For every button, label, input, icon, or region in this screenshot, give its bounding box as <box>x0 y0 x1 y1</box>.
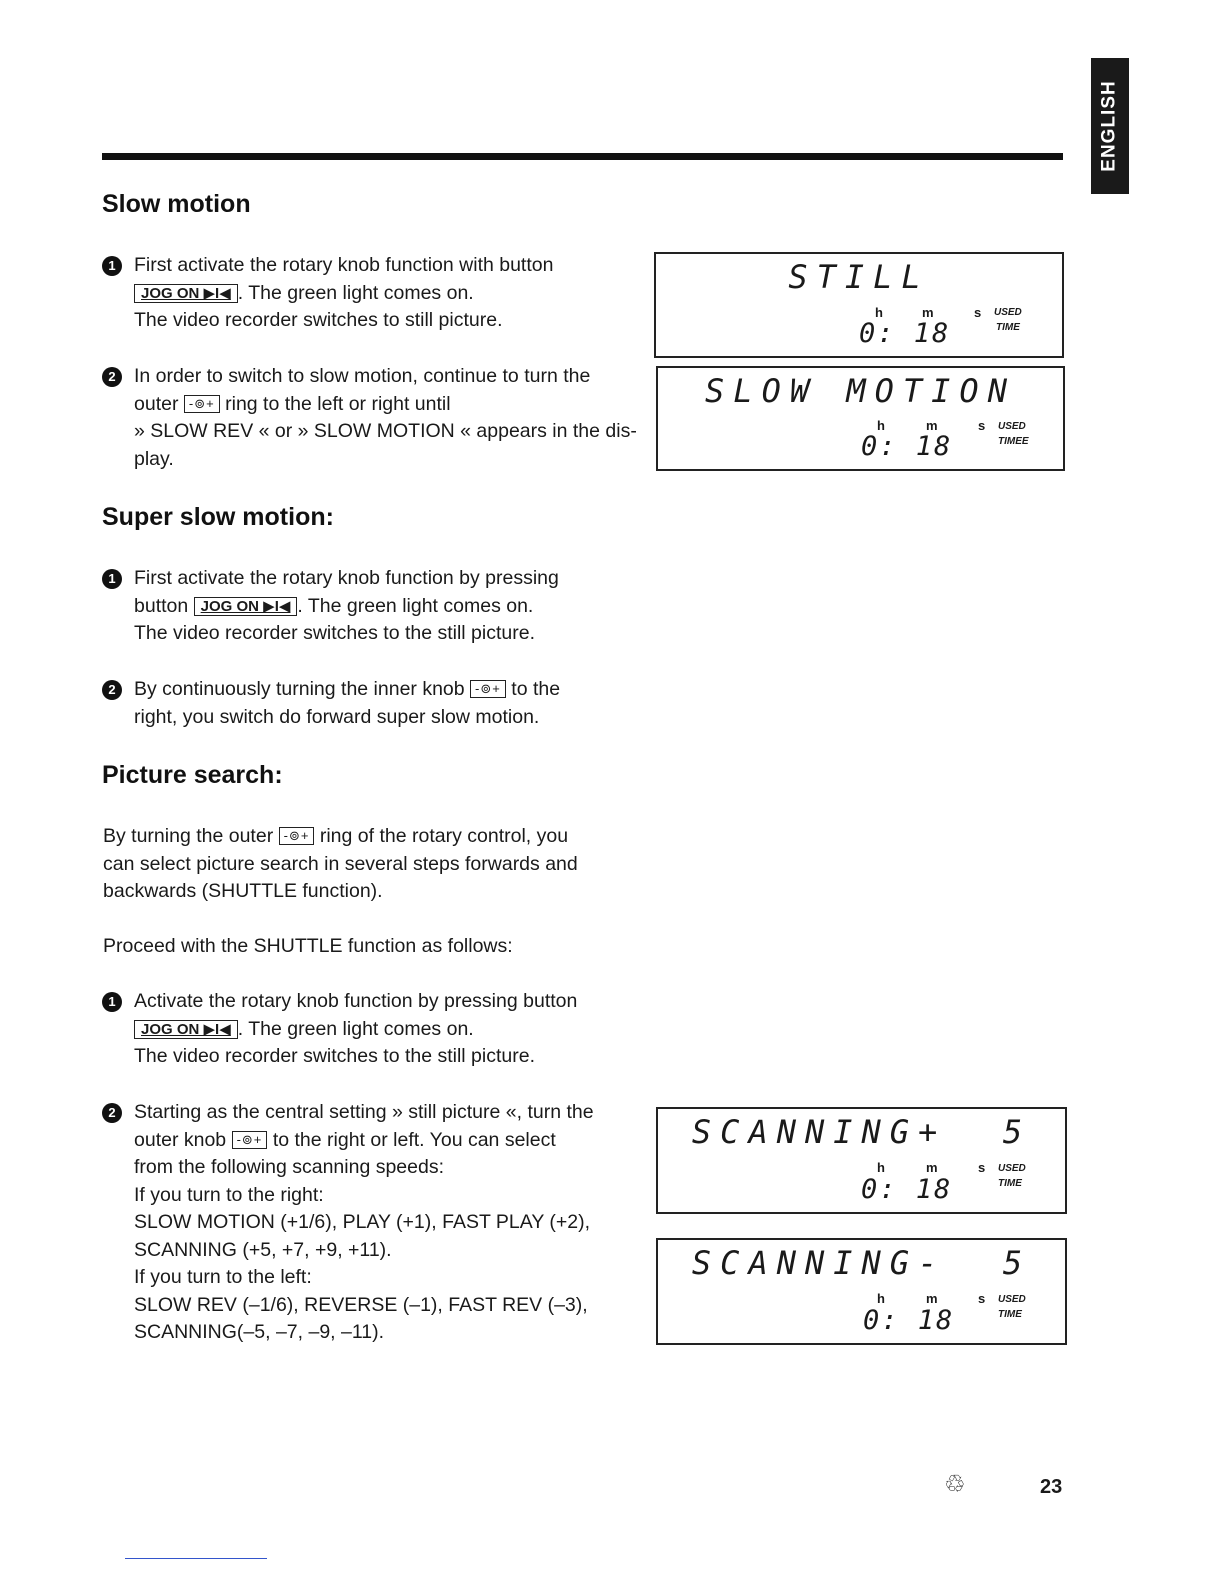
time-readout: 0: 18 <box>861 431 953 462</box>
step-marker: 2 <box>102 1103 122 1123</box>
page-number: 23 <box>1040 1476 1063 1498</box>
minutes-label: m <box>926 1291 938 1306</box>
step-text: outer knob <box>134 1128 232 1151</box>
used-label: USED <box>998 1163 1026 1174</box>
step-text: If you turn to the right: <box>134 1183 324 1206</box>
step-text: to the right or left. You can select <box>267 1128 556 1151</box>
footer-line <box>125 1558 267 1559</box>
display-mode-text: SLOW MOTION <box>705 372 1016 410</box>
step-text: » SLOW REV « or » SLOW MOTION « appears in the dis- <box>134 420 637 442</box>
step-text: By continuously turning the inner knob <box>134 678 471 700</box>
time-label: TIME <box>996 322 1020 333</box>
hours-label: h <box>877 1160 885 1175</box>
step-text: . The green light comes on. <box>237 281 474 304</box>
jog-on-button: JOG ON ▶I◀ <box>194 597 298 616</box>
jog-on-button: JOG ON ▶I◀ <box>134 284 238 303</box>
step-text: SLOW MOTION (+1/6), PLAY (+1), FAST PLAY (+2), <box>134 1211 591 1233</box>
step-text: Starting as the central setting » still picture «, turn the <box>134 1101 594 1123</box>
seconds-label: s <box>978 1160 986 1175</box>
time-readout: 0: 18 <box>861 1174 953 1205</box>
step-text: If you turn to the left: <box>134 1266 312 1288</box>
used-label: USED <box>998 1294 1026 1305</box>
language-tab <box>1091 58 1129 194</box>
step-text: SCANNING(–5, –7, –9, –11). <box>134 1321 384 1343</box>
seconds-label: s <box>978 418 986 433</box>
slow-motion-heading: Slow motion <box>102 190 251 218</box>
para-text: can select picture search in several steps forwards and <box>103 852 578 875</box>
display-mode-text: SCANNING+ 5 <box>691 1113 1032 1151</box>
seconds-label: s <box>974 305 982 320</box>
step-text: SLOW REV (–1/6), REVERSE (–1), FAST REV (–3), <box>134 1293 588 1316</box>
step-marker: 1 <box>102 569 122 589</box>
step-marker: 2 <box>102 367 122 387</box>
step-marker: 2 <box>102 680 122 700</box>
step-text: play. <box>134 447 174 470</box>
step-text: right, you switch do forward super slow motion. <box>134 705 540 728</box>
step-text: First activate the rotary knob function by pressing <box>134 567 559 589</box>
jog-on-button: JOG ON ▶I◀ <box>134 1020 238 1039</box>
rotary-knob-icon: -⊚+ <box>470 680 506 698</box>
step-text: from the following scanning speeds: <box>134 1156 445 1178</box>
used-label: USED <box>998 421 1026 432</box>
step-text: Activate the rotary knob function by pressing button <box>134 990 578 1012</box>
used-label: USED <box>994 307 1022 318</box>
time-label: TIME <box>998 1178 1022 1189</box>
hours-label: h <box>877 418 885 433</box>
picture-search-step-1 <box>102 988 647 1071</box>
proceed-text: Proceed with the SHUTTLE function as follows: <box>103 935 513 957</box>
step-text: ring to the left or right until <box>219 392 451 415</box>
step-text: In order to switch to slow motion, continue to turn the <box>134 365 591 387</box>
time-label: TIME <box>998 1309 1022 1320</box>
para-text: ring of the rotary control, you <box>314 825 569 847</box>
hours-label: h <box>877 1291 885 1306</box>
time-readout: 0: 18 <box>859 318 951 349</box>
step-text: The video recorder switches to the still picture. <box>134 1045 536 1067</box>
step-text: . The green light comes on. <box>237 1017 474 1040</box>
display-mode-text: SCANNING- 5 <box>691 1244 1032 1282</box>
step-text: button <box>134 594 194 617</box>
display-slow-motion <box>656 366 1065 471</box>
step-text: The video recorder switches to the still picture. <box>134 622 536 644</box>
rotary-knob-icon: -⊚+ <box>184 395 220 413</box>
rotary-knob-icon: -⊚+ <box>232 1131 268 1149</box>
slow-motion-step-1 <box>102 252 647 335</box>
step-text: The video recorder switches to still picture. <box>134 309 503 331</box>
minutes-label: m <box>922 305 934 320</box>
display-scanning-reverse <box>656 1238 1067 1345</box>
rotary-knob-icon: -⊚+ <box>279 827 315 845</box>
super-slow-step-2 <box>102 676 647 731</box>
time-label: TIMEE <box>998 436 1029 447</box>
display-scanning-forward <box>656 1107 1067 1214</box>
minutes-label: m <box>926 418 938 433</box>
recycle-icon: ♲ <box>944 1471 966 1498</box>
step-text: to the <box>505 678 561 700</box>
picture-search-step-2 <box>102 1099 657 1347</box>
minutes-label: m <box>926 1160 938 1175</box>
hours-label: h <box>875 305 883 320</box>
step-text: outer <box>134 392 184 415</box>
step-text: SCANNING (+5, +7, +9, +11). <box>134 1238 392 1261</box>
super-slow-heading: Super slow motion: <box>102 503 334 531</box>
step-text: First activate the rotary knob function with button <box>134 254 554 276</box>
slow-motion-step-2 <box>102 363 647 473</box>
picture-search-heading: Picture search: <box>102 761 283 789</box>
header-rule <box>102 153 1063 160</box>
language-tab-label: ENGLISH <box>1099 80 1121 172</box>
step-marker: 1 <box>102 992 122 1012</box>
picture-search-intro <box>103 823 663 906</box>
display-still <box>654 252 1064 358</box>
super-slow-step-1 <box>102 565 647 648</box>
time-readout: 0: 18 <box>863 1305 955 1336</box>
para-text: By turning the outer <box>103 825 279 847</box>
para-text: backwards (SHUTTLE function). <box>103 880 383 902</box>
step-text: . The green light comes on. <box>297 594 534 617</box>
display-mode-text: STILL <box>788 258 930 296</box>
step-marker: 1 <box>102 256 122 276</box>
seconds-label: s <box>978 1291 986 1306</box>
